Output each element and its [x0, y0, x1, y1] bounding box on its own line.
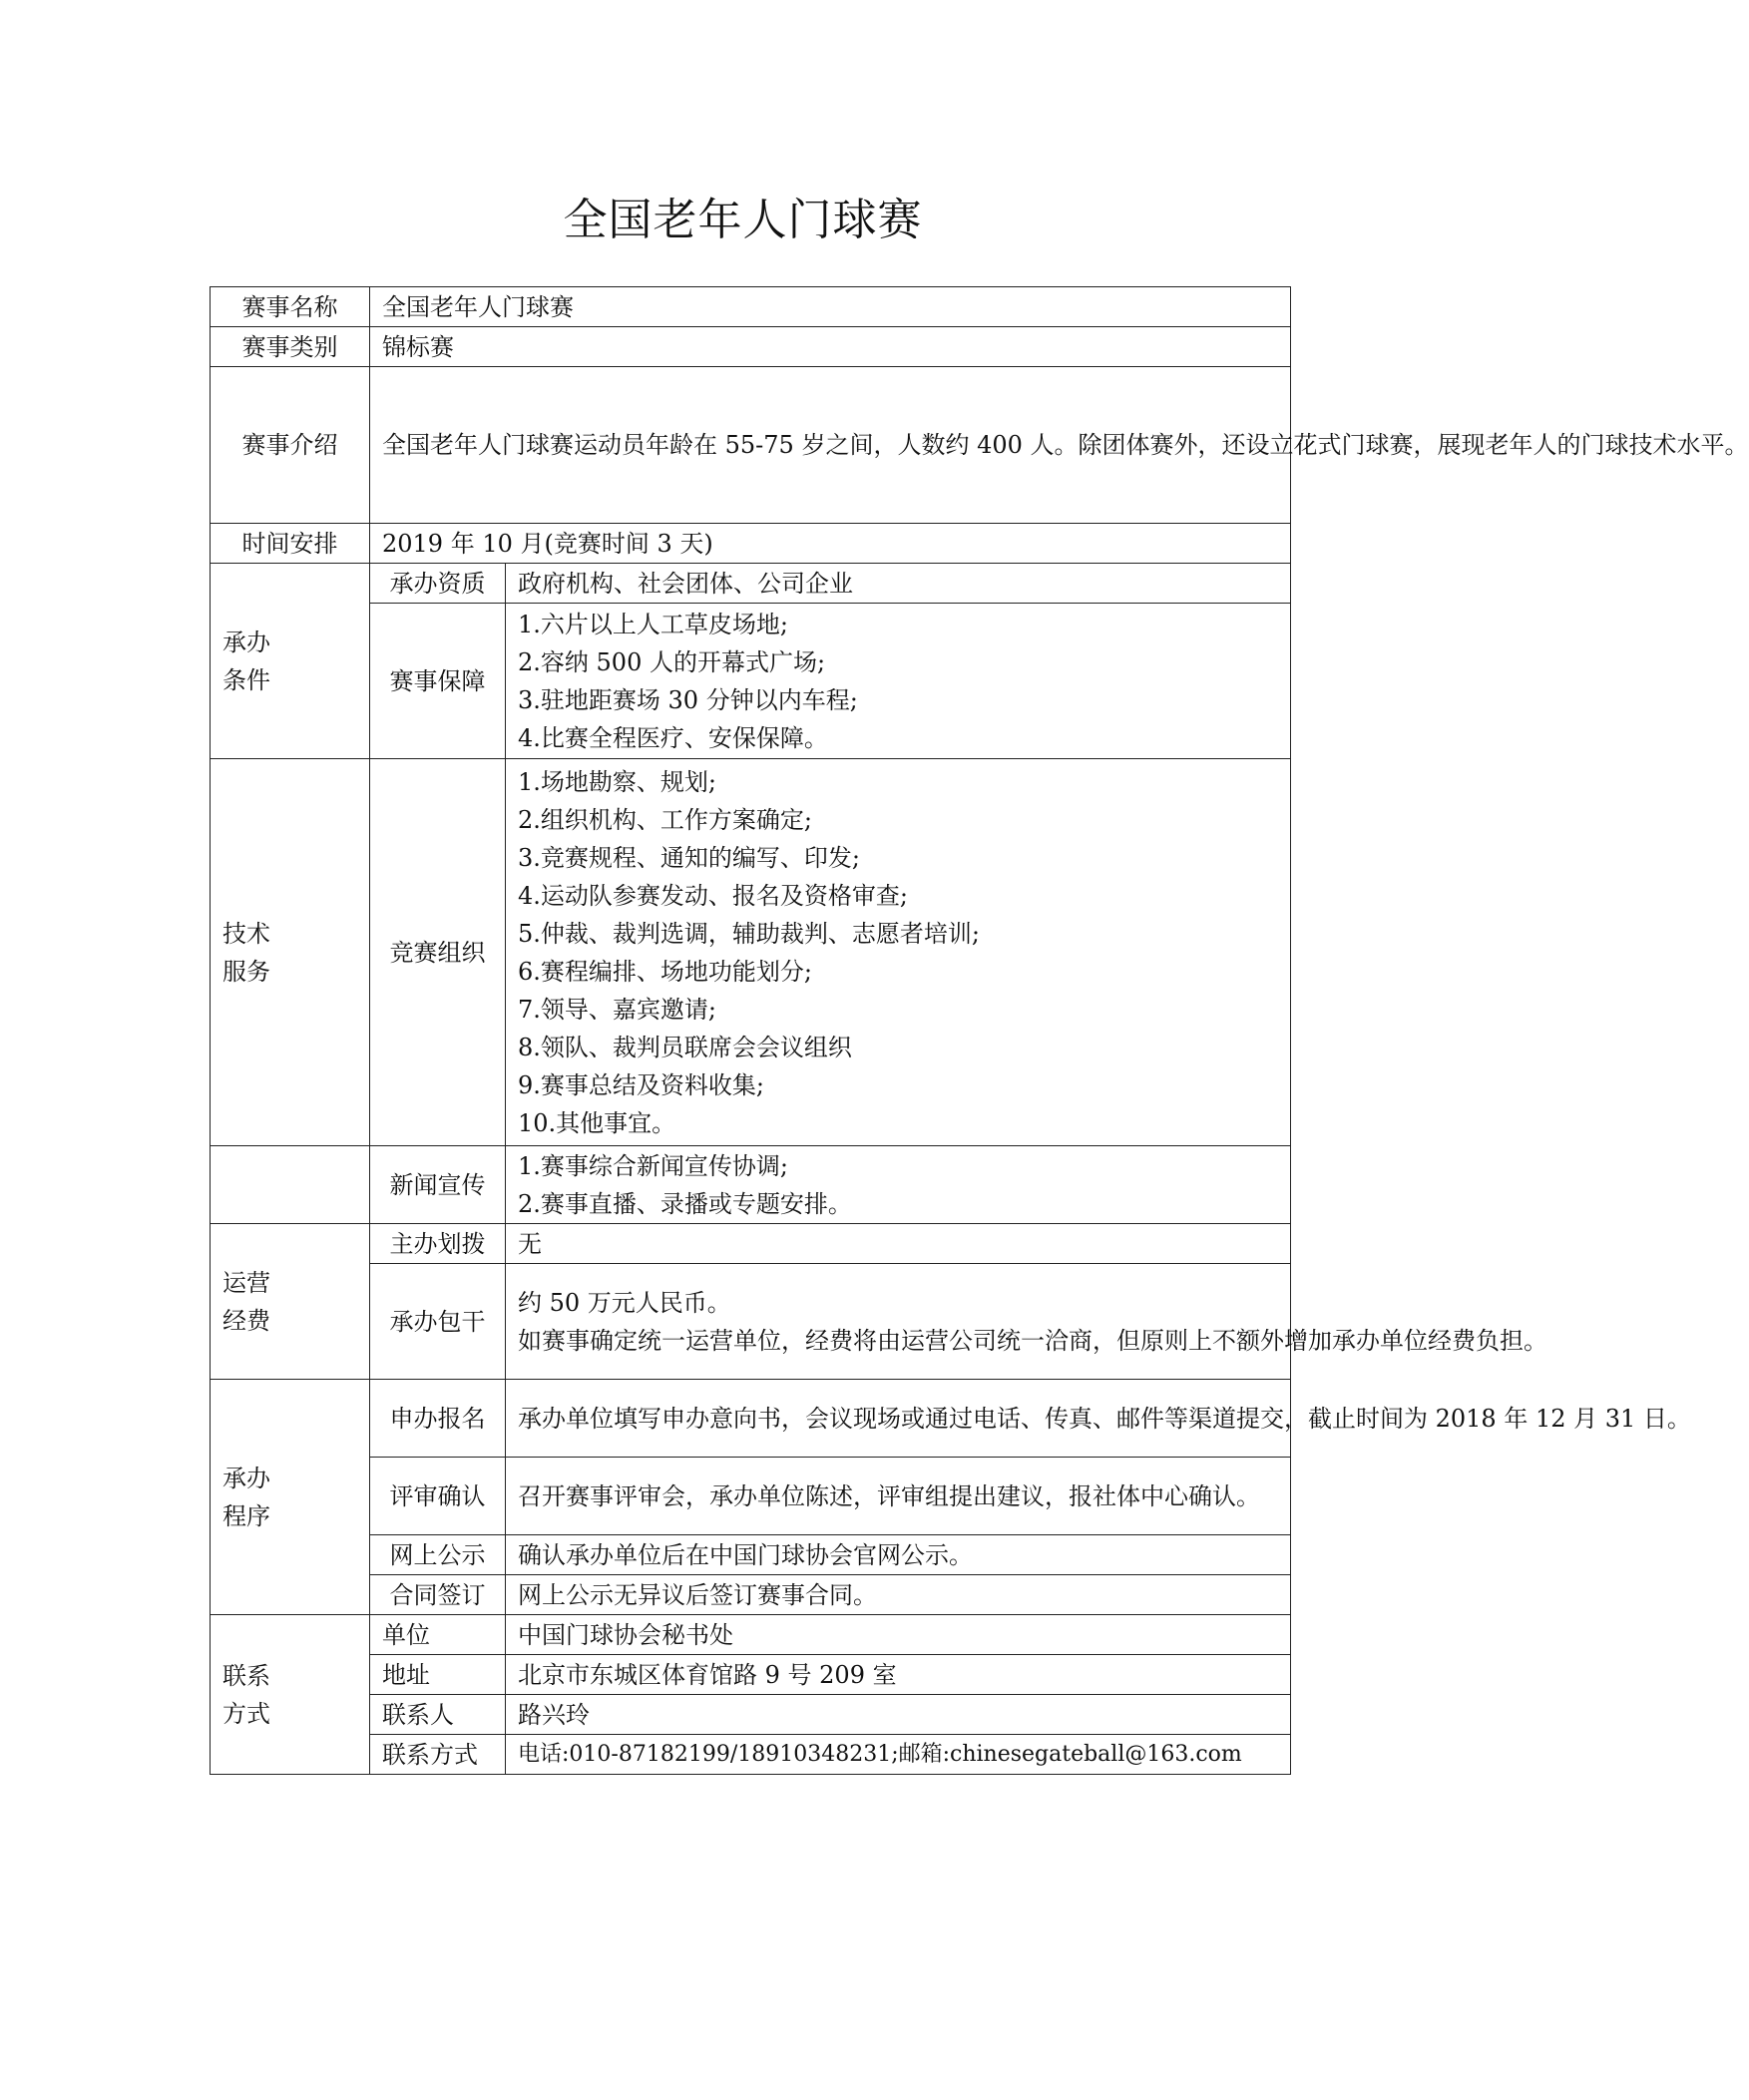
tech-category [211, 759, 370, 1146]
list-item: 6.赛程编排、场地功能划分; [518, 957, 812, 986]
row-organization [211, 759, 1291, 1146]
row-contract-funding [211, 1264, 1291, 1380]
funding-category [211, 1224, 370, 1380]
row-contact-person [211, 1695, 1291, 1735]
row-event-intro [211, 367, 1291, 524]
list-item: 3.驻地距赛场 30 分钟以内车程; [518, 685, 858, 714]
contact-address-label: 地址 [370, 1655, 506, 1695]
list-item: 2.组织机构、工作方案确定; [518, 805, 812, 834]
schedule-value: 2019 年 10 月(竞赛时间 3 天) [370, 524, 1291, 564]
qualification-value: 政府机构、社会团体、公司企业 [506, 564, 1291, 604]
publicity-list [506, 1146, 1291, 1224]
tech-label-1: 技术 [222, 919, 270, 948]
contact-person-label: 联系人 [370, 1695, 506, 1735]
list-item: 9.赛事总结及资料收集; [518, 1070, 764, 1099]
event-info-table [210, 286, 1749, 1775]
tech-label-2: 服务 [222, 957, 270, 986]
contact-method-label: 联系方式 [370, 1735, 506, 1775]
publish-value: 确认承办单位后在中国门球协会官网公示。 [506, 1535, 1291, 1575]
contract-funding-label: 承办包干 [370, 1264, 506, 1380]
contact-label-2: 方式 [222, 1699, 270, 1728]
row-qualification [211, 564, 1291, 604]
contact-unit-value: 中国门球协会秘书处 [506, 1615, 1291, 1655]
row-contact-method [211, 1735, 1291, 1775]
contact-category [211, 1615, 370, 1775]
organization-label: 竞赛组织 [370, 759, 506, 1146]
list-item: 约 50 万元人民币。 [518, 1288, 731, 1317]
qualification-label: 承办资质 [370, 564, 506, 604]
row-guarantee [211, 604, 1291, 759]
guarantee-label: 赛事保障 [370, 604, 506, 759]
review-label: 评审确认 [370, 1458, 506, 1535]
publicity-label: 新闻宣传 [370, 1146, 506, 1224]
row-publicity [211, 1146, 1291, 1224]
list-item: 7.领导、嘉宾邀请; [518, 995, 716, 1024]
event-name-value: 全国老年人门球赛 [370, 287, 1291, 327]
document-title: 全国老年人门球赛 [563, 195, 923, 245]
procedure-category [211, 1380, 370, 1615]
host-funding-label: 主办划拨 [370, 1224, 506, 1264]
row-review [211, 1458, 1291, 1535]
conditions-category [211, 564, 370, 759]
row-event-category [211, 327, 1291, 367]
list-item: 8.领队、裁判员联席会会议组织 [518, 1033, 852, 1061]
event-category-value: 锦标赛 [370, 327, 1291, 367]
contact-person-value: 路兴玲 [506, 1695, 1291, 1735]
row-contact-address [211, 1655, 1291, 1695]
list-item: 4.比赛全程医疗、安保保障。 [518, 723, 828, 752]
list-item: 如赛事确定统一运营单位，经费将由运营公司统一洽商，但原则上不额外增加承办单位经费负担。 [518, 1326, 1547, 1355]
event-category-label: 赛事类别 [211, 327, 370, 367]
list-item: 3.竞赛规程、通知的编写、印发; [518, 843, 860, 872]
row-event-name [211, 287, 1291, 327]
row-sign [211, 1575, 1291, 1615]
publish-label: 网上公示 [370, 1535, 506, 1575]
apply-label: 申办报名 [370, 1380, 506, 1458]
event-intro-value: 全国老年人门球赛运动员年龄在 55-75 岁之间，人数约 400 人。除团体赛外，还设立花式门球赛，展现老年人的门球技术水平。 [370, 367, 1291, 524]
event-name-label: 赛事名称 [211, 287, 370, 327]
organization-list [506, 759, 1291, 1146]
conditions-label-1: 承办 [222, 628, 270, 656]
sign-label: 合同签订 [370, 1575, 506, 1615]
contract-funding-list [506, 1264, 1547, 1380]
list-item: 2.容纳 500 人的开幕式广场; [518, 647, 826, 676]
contact-label-1: 联系 [222, 1661, 270, 1690]
contact-unit-label: 单位 [370, 1615, 506, 1655]
sign-value: 网上公示无异议后签订赛事合同。 [506, 1575, 1291, 1615]
contact-method-value: 电话:010-87182199/18910348231;邮箱:chinesegateball@163.com [506, 1735, 1291, 1775]
contact-address-value: 北京市东城区体育馆路 9 号 209 室 [506, 1655, 1291, 1695]
conditions-label-2: 条件 [222, 665, 270, 694]
publicity-category-empty [211, 1146, 370, 1224]
list-item: 1.场地勘察、规划; [518, 767, 716, 796]
review-value: 召开赛事评审会，承办单位陈述，评审组提出建议，报社体中心确认。 [506, 1458, 1291, 1535]
guarantee-list [506, 604, 1291, 759]
procedure-label-1: 承办 [222, 1464, 270, 1492]
list-item: 1.赛事综合新闻宣传协调; [518, 1151, 788, 1180]
list-item: 1.六片以上人工草皮场地; [518, 610, 788, 638]
list-item: 4.运动队参赛发动、报名及资格审查; [518, 881, 908, 910]
funding-label-2: 经费 [222, 1306, 270, 1335]
schedule-label: 时间安排 [211, 524, 370, 564]
host-funding-value: 无 [506, 1224, 1291, 1264]
row-host-funding [211, 1224, 1291, 1264]
procedure-label-2: 程序 [222, 1501, 270, 1530]
event-intro-label: 赛事介绍 [211, 367, 370, 524]
list-item: 10.其他事宜。 [518, 1108, 676, 1137]
row-contact-unit [211, 1615, 1291, 1655]
funding-label-1: 运营 [222, 1268, 270, 1297]
list-item: 5.仲裁、裁判选调，辅助裁判、志愿者培训; [518, 919, 980, 948]
row-publish [211, 1535, 1291, 1575]
apply-value: 承办单位填写申办意向书，会议现场或通过电话、传真、邮件等渠道提交，截止时间为 2018 年 12 月 31 日。 [506, 1380, 1291, 1458]
list-item: 2.赛事直播、录播或专题安排。 [518, 1189, 852, 1218]
row-schedule [211, 524, 1291, 564]
row-apply [211, 1380, 1291, 1458]
